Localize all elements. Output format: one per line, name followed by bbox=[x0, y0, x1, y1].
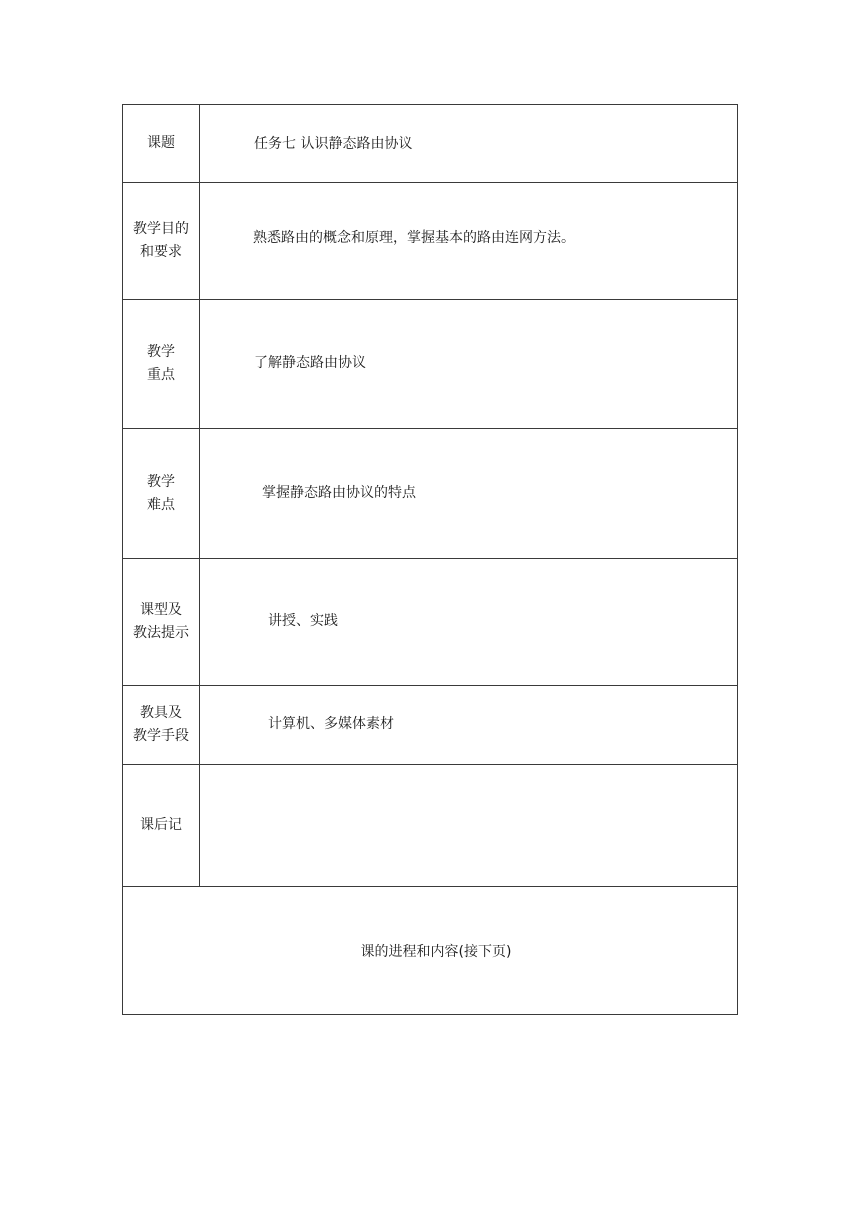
teaching-tools-label-line-1: 教具及 bbox=[140, 705, 182, 721]
lesson-progress-note: 课的进程和内容(接下页) bbox=[123, 887, 738, 1015]
row-key-points bbox=[123, 300, 738, 429]
teaching-method-value: 讲授、实践 bbox=[200, 559, 738, 686]
teaching-method-label-line-1: 课型及 bbox=[140, 602, 182, 618]
objectives-value: 熟悉路由的概念和原理，掌握基本的路由连网方法。 bbox=[200, 183, 738, 300]
row-teaching-tools bbox=[123, 686, 738, 765]
key-points-value: 了解静态路由协议 bbox=[200, 300, 738, 429]
row-lesson-progress bbox=[123, 887, 738, 1015]
difficulties-label bbox=[123, 429, 200, 559]
key-points-label bbox=[123, 300, 200, 429]
topic-label bbox=[123, 105, 200, 183]
teaching-tools-label-line-2: 教学手段 bbox=[133, 728, 189, 744]
objectives-label-line-2: 和要求 bbox=[140, 244, 182, 260]
post-lesson-notes-value bbox=[200, 765, 738, 887]
objectives-label-line-1: 教学目的 bbox=[133, 221, 189, 237]
teaching-tools-value: 计算机、多媒体素材 bbox=[200, 686, 738, 765]
post-lesson-notes-label-line-1: 课后记 bbox=[140, 817, 182, 833]
row-objectives bbox=[123, 183, 738, 300]
teaching-tools-label bbox=[123, 686, 200, 765]
teaching-method-label bbox=[123, 559, 200, 686]
topic-label-line-1: 课题 bbox=[147, 135, 175, 151]
topic-value: 任务七 认识静态路由协议 bbox=[200, 105, 738, 183]
key-points-label-line-2: 重点 bbox=[147, 367, 175, 383]
row-teaching-method bbox=[123, 559, 738, 686]
row-difficulties bbox=[123, 429, 738, 559]
difficulties-label-line-2: 难点 bbox=[147, 496, 175, 513]
teaching-method-label-line-2: 教法提示 bbox=[133, 625, 189, 641]
objectives-label bbox=[123, 183, 200, 300]
row-topic bbox=[123, 105, 738, 183]
key-points-label-line-1: 教学 bbox=[147, 344, 175, 360]
difficulties-value: 掌握静态路由协议的特点 bbox=[200, 429, 738, 559]
difficulties-label-line-1: 教学 bbox=[147, 473, 175, 490]
post-lesson-notes-label bbox=[123, 765, 200, 887]
lesson-plan-table bbox=[122, 104, 738, 1015]
row-post-lesson-notes bbox=[123, 765, 738, 887]
